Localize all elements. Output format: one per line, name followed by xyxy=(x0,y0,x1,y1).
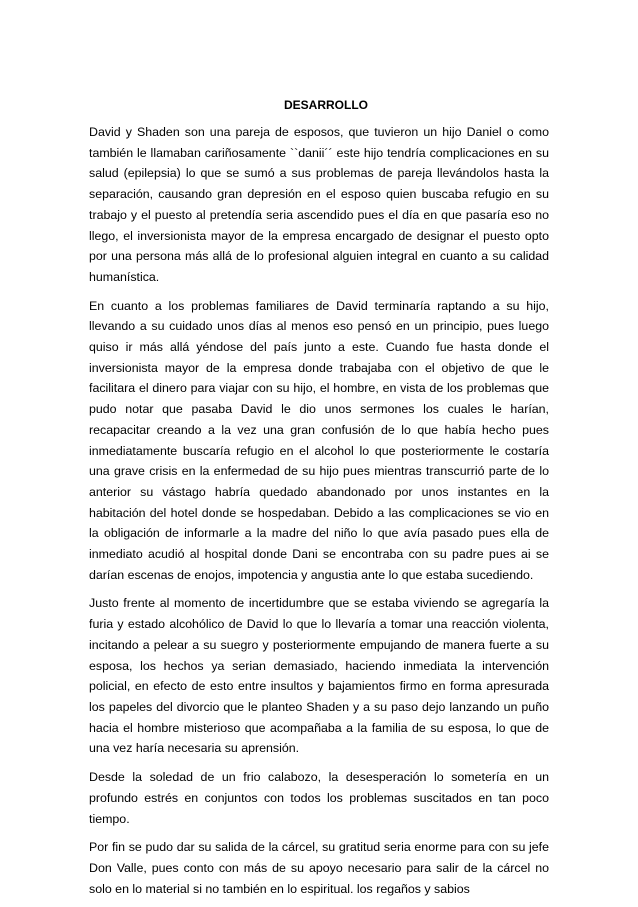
section-title: DESARROLLO xyxy=(284,98,368,112)
document-page xyxy=(89,98,549,907)
paragraph-2: En cuanto a los problemas familiares de David terminaría raptando a su hijo, llevando a su cuidado unos días al menos eso pensó en un principio, pues luego quiso ir más allá yéndose del país junto a este. Cuando fue hasta donde el inversionista mayor de la empresa donde trabajaba con el objetivo de que le facilitara el dinero para viajar con su hijo, el hombre, en vista de los problemas que pudo notar que pasaba David le dio unos sermones los cuales le harían, recapacitar creando a la vez una gran confusión de lo que había hecho pues inmediatamente buscaría refugio en el alcohol lo que posteriormente le costaría una grave crisis en la enfermedad de su hijo pues mientras transcurrió parte de lo anterior su vástago habría quedado abandonado por unos instantes en la habitación del hotel donde se hospedaban. Debido a las complicaciones se vio en la obligación de informarle a la madre del niño lo que avía pasado pues ella de inmediato acudió al hospital donde Dani se encontraba con su padre pues ai se darían escenas de enojos, impotencia y angustia ante lo que estaba sucediendo. xyxy=(89,298,549,582)
paragraph-1: David y Shaden son una pareja de esposos, que tuvieron un hijo Daniel o como también le llamaban cariñosamente ``danii´´ este hijo tendría complicaciones en su salud (epilepsia) lo que se sumó a sus problemas de pareja llevándolos hasta la separación, causando gran depresión en el esposo quien buscaba refugio en su trabajo y el puesto al pretendía seria ascendido pues el día en que pasaría eso no llego, el inversionista mayor de la empresa encargado de designar el puesto opto por una persona más allá de lo profesional alguien integral en cuanto a su calidad humanística. xyxy=(89,125,549,284)
paragraph-5: Por fin se pudo dar su salida de la cárcel, su gratitud seria enorme para con su jefe Don Valle, pues conto con más de su apoyo necesario para salir de la cárcel no solo en lo material si no también en lo espiritual. los regaños y sabios xyxy=(89,840,549,896)
paragraph-4: Desde la soledad de un frio calabozo, la desesperación lo sometería en un profundo estrés en conjuntos con todos los problemas suscitados en tan poco tiempo. xyxy=(89,770,549,826)
paragraph-3: Justo frente al momento de incertidumbre que se estaba viviendo se agregaría la furia y estado alcohólico de David lo que lo llevaría a tomar una reacción violenta, incitando a pelear a su suegro y posteriormente empujando de manera fuerte a su esposa, los hechos ya serian demasiado, haciendo inmediata la intervención policial, en efecto de esto entre insultos y bajamientos firmo en forma apresurada los papeles del divorcio que le planteo Shaden y a su paso dejo lanzando un puño hacia el hombre misterioso que acompañaba a la familia de su esposa, lo que de una vez haría necesaria su aprensión. xyxy=(89,596,549,756)
